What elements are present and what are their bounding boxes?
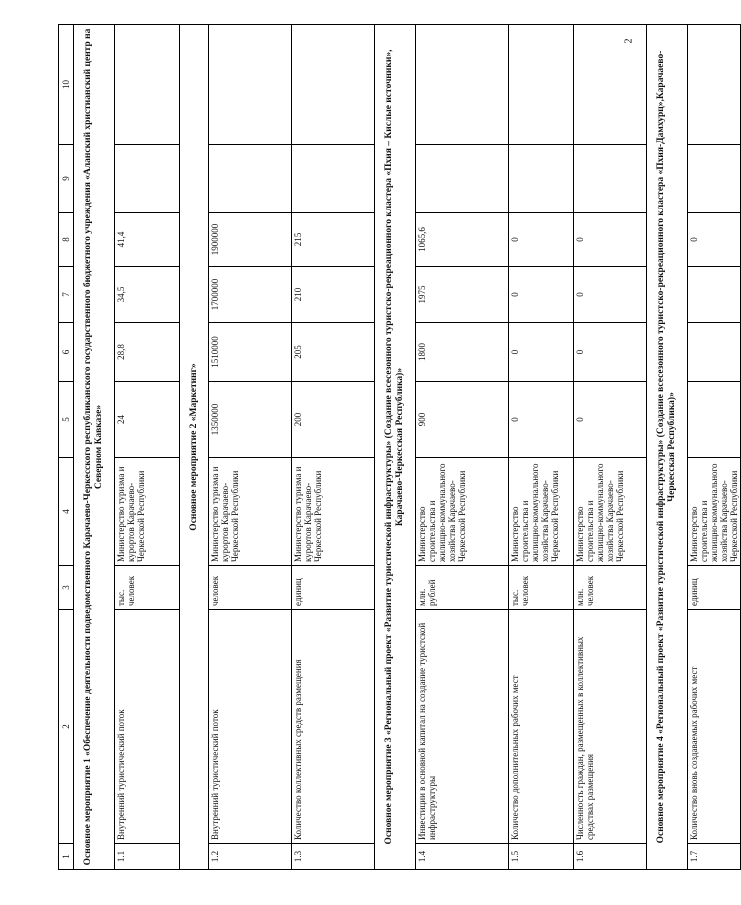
table-cell: единиц [292, 566, 375, 610]
table-cell: 1.1 [115, 844, 180, 870]
section-title: Основное мероприятие 1 «Обеспечение деятельности подведомственного Карачаево-Черкесского республиканского государственного бюджетного учреждения «Аланский христианский центр на Северном Кавказе» [74, 25, 115, 870]
table-cell: Министерство туризма и курортов Карачаево-Черкесской Республики [292, 458, 375, 566]
table-cell [688, 323, 741, 382]
header-cell: 8 [59, 213, 74, 267]
table-cell: Министерство туризма и курортов Карачаево-Черкесской Республики [209, 458, 292, 566]
section-row [74, 25, 115, 870]
table-cell: Министерство строительства и жилищно-коммунального хозяйства Карачаево-Черкесской Республики [688, 458, 741, 566]
table-cell: 215 [292, 213, 375, 267]
table-cell [209, 145, 292, 213]
table-row [574, 25, 647, 870]
rotated-page [58, 25, 739, 870]
table-cell: млн. человек [574, 566, 647, 610]
table-cell [115, 25, 180, 145]
table-cell: Министерство строительства и жилищно-коммунального хозяйства Карачаево-Черкесской Республики [509, 458, 574, 566]
header-cell: 10 [59, 25, 74, 145]
table-cell: человек [209, 566, 292, 610]
section-row [375, 25, 416, 870]
table-cell [292, 25, 375, 145]
table-cell [688, 25, 741, 145]
header-row [59, 25, 74, 870]
table-row [688, 25, 741, 870]
indicators-table [58, 24, 741, 870]
table-row [115, 25, 180, 870]
section-title: Основное мероприятие 3 «Региональный проект «Развитие туристической инфраструктуры» (Создание всесезонного туристско-рекреационного кластера «Пхия – Кислые источники», Карачаево-Черкесская Республика)» [375, 25, 416, 870]
table-cell [509, 145, 574, 213]
table-cell [209, 25, 292, 145]
table-cell: 1.4 [416, 844, 509, 870]
table-cell [292, 145, 375, 213]
table-cell [688, 145, 741, 213]
table-cell: Министерство строительства и жилищно-коммунального хозяйства Карачаево-Черкесской Республики [416, 458, 509, 566]
table-row [416, 25, 509, 870]
table-cell: 41,4 [115, 213, 180, 267]
header-cell: 4 [59, 458, 74, 566]
page-number: 2 [623, 38, 635, 44]
table-cell: 0 [509, 213, 574, 267]
table-cell: 1.2 [209, 844, 292, 870]
table-cell: единиц [688, 566, 741, 610]
table-cell: 1700000 [209, 267, 292, 323]
table-cell: 1975 [416, 267, 509, 323]
table-cell: Внутренний туристический поток [115, 610, 180, 844]
section-row [180, 25, 209, 870]
section-row [647, 25, 688, 870]
table-cell: 1510000 [209, 323, 292, 382]
table-cell: 1.3 [292, 844, 375, 870]
table-cell: 0 [509, 267, 574, 323]
table-cell: Министерство строительства и жилищно-коммунального хозяйства Карачаево-Черкесской Республики [574, 458, 647, 566]
table-cell: 200 [292, 382, 375, 458]
table-cell: 1900000 [209, 213, 292, 267]
table-row [509, 25, 574, 870]
table-cell: Количество коллективных средств размещения [292, 610, 375, 844]
table-cell: млн. рублей [416, 566, 509, 610]
header-cell: 3 [59, 566, 74, 610]
table-cell [688, 382, 741, 458]
table-row [292, 25, 375, 870]
table-cell: 0 [574, 382, 647, 458]
table-cell: 1.6 [574, 844, 647, 870]
header-cell: 7 [59, 267, 74, 323]
table-cell: 210 [292, 267, 375, 323]
header-cell: 5 [59, 382, 74, 458]
table-cell: 0 [574, 213, 647, 267]
table-cell [688, 267, 741, 323]
table-cell: 0 [509, 323, 574, 382]
table-cell: тыс. человек [509, 566, 574, 610]
table-cell: Внутренний туристический поток [209, 610, 292, 844]
header-cell: 1 [59, 844, 74, 870]
table-cell: 34,5 [115, 267, 180, 323]
table-cell: 1350000 [209, 382, 292, 458]
table-cell: Министерство туризма и курортов Карачаево-Черкесской Республики [115, 458, 180, 566]
table-cell: 1800 [416, 323, 509, 382]
table-cell: 900 [416, 382, 509, 458]
table-cell: Количество вновь создаваемых рабочих мест [688, 610, 741, 844]
table-row [209, 25, 292, 870]
table-cell [509, 25, 574, 145]
header-cell: 9 [59, 145, 74, 213]
table-cell: 205 [292, 323, 375, 382]
table-body [59, 25, 741, 870]
header-cell: 6 [59, 323, 74, 382]
table-cell [574, 25, 647, 145]
table-cell: 24 [115, 382, 180, 458]
table-cell: 0 [574, 267, 647, 323]
table-cell: Численность граждан, размещенных в коллективных средствах размещения [574, 610, 647, 844]
table-cell: Инвестиции в основной капитал на создание туристской инфраструктуры [416, 610, 509, 844]
table-cell: 0 [574, 323, 647, 382]
table-cell [416, 145, 509, 213]
table-cell: 1065,6 [416, 213, 509, 267]
table-cell: Количество дополнительных рабочих мест [509, 610, 574, 844]
section-title: Основное мероприятие 2 «Маркетинг» [180, 25, 209, 870]
section-title: Основное мероприятие 4 «Региональный проект «Развитие туристической инфраструктуры» (Создание всесезонного туристско-рекреационного кластера «Пхия-Дамхурц»,Карачаево-Черкесская Республика)» [647, 25, 688, 870]
table-cell: 1.7 [688, 844, 741, 870]
table-cell: тыс. человек [115, 566, 180, 610]
table-cell [416, 25, 509, 145]
header-cell: 2 [59, 610, 74, 844]
table-cell: 28,8 [115, 323, 180, 382]
table-cell: 0 [688, 213, 741, 267]
table-cell [115, 145, 180, 213]
table-cell [574, 145, 647, 213]
table-cell: 0 [509, 382, 574, 458]
table-cell: 1.5 [509, 844, 574, 870]
